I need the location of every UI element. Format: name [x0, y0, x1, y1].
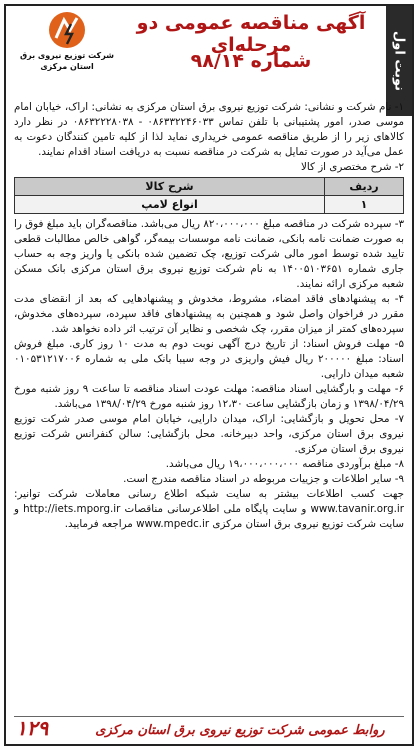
clause-10: [14, 487, 404, 532]
notice-number: شماره ۹۸/۱۴: [190, 50, 312, 72]
items-table: [14, 177, 404, 214]
first-publication-tab: نوبت اول: [386, 6, 412, 116]
column-header-row-number: ردیف: [325, 178, 404, 196]
clause-5: ۵- مهلت فروش اسناد: از تاریخ درج آگهی نوبت دوم به مدت ۱۰ روز کاری. مبلغ فروش اسناد: مبلغ ۲۰۰۰۰۰ ریال فیش واریزی در وجه سیبا بانک ملی به شماره ۰۱۰۵۳۱۲۱۷۰۰۶ شعبه میدان دارایی.: [14, 338, 405, 380]
company-logo: [12, 10, 122, 80]
row-number-cell: ۱: [325, 196, 404, 214]
footer-divider: [14, 716, 404, 717]
info-text-b: و سایت پایگاه ملی اطلاعرسانی مناقصات: [124, 503, 307, 515]
table-row: [15, 196, 404, 214]
notice-title: آگهی مناقصه عمومی دو مرحله‌ای: [136, 12, 366, 56]
column-header-description: شرح کالا: [15, 178, 325, 196]
public-relations-footer: روابط عمومی شرکت توزیع نیروی برق استان مرکزی: [95, 723, 385, 738]
page-number: ۱۲۹: [16, 716, 49, 740]
iets-link[interactable]: http://iets.mporg.ir: [23, 503, 121, 515]
clause-1: ۱- نام شرکت و نشانی: شرکت توزیع نیروی برق استان مرکزی به نشانی: اراک، خیابان امام موسی صدر، امور پشتیبانی با تلفن تماس ۰۸۶۳۳۲۲۴۶۰۳۳ - ۰۸۶۳۲۲۲۸۰۳۸ در نظر دارد کالاهای زیر را از طریق مناقصه عمومی خریداری نماید لذا از کلیه تامین کنندگان دعوت به عمل می‌آید در صورت تمایل به شرکت در مناقصه نسبت به دریافت اسناد اقدام نمایند.: [14, 101, 404, 158]
notice-body: [14, 100, 404, 532]
logo-line-2: استان مرکزی: [40, 62, 94, 71]
tavanir-link[interactable]: www.tavanir.org.ir: [310, 503, 404, 515]
info-text-d: مراجعه فرمایید.: [64, 518, 133, 530]
info-text-c: و سایت شرکت توزیع نیروی برق استان مرکزی: [14, 503, 404, 530]
clause-9: ۹- سایر اطلاعات و جزییات مربوطه در اسناد مناقصه مندرج است.: [123, 473, 404, 485]
row-description-cell: انواع لامپ: [15, 196, 325, 214]
tender-notice: [4, 4, 414, 746]
info-text-a: جهت کسب اطلاعات بیشتر به سایت شبکه اطلاع رسانی معاملات شرکت توانیر:: [14, 488, 404, 500]
header: [12, 10, 380, 98]
clause-8: ۸- مبلغ برآوردی مناقصه ۱۹،۰۰۰،۰۰۰،۰۰۰ ریال می‌باشد.: [165, 458, 404, 470]
clause-3: ۳- سپرده شرکت در مناقصه مبلغ ۸۲۰،۰۰۰،۰۰۰ ریال می‌باشد. مناقصه‌گران باید مبلغ فوق را به صورت ضمانت نامه بانکی، ضمانت نامه موسسات بیمه‌گر، گواهی خالص مطالبات قطعی تایید شده توسط امور مالی شرکت توزیع، چک تضمین شده بانکی یا واریز وجه به حساب جاری شماره ۱۴۰۰۵۱۰۳۶۵۱ به نام شرکت توزیع نیروی برق استان مرکزی بانک مسکن شعبه مرکزی ارائه نمایند.: [14, 218, 405, 290]
logo-line-1: شرکت توزیع نیروی برق: [19, 51, 115, 60]
mpedc-link[interactable]: www.mpedc.ir: [136, 518, 210, 530]
clause-2: ۲- شرح مختصری از کالا: [301, 161, 404, 173]
electric-utility-logo-icon: [44, 10, 90, 50]
items-table-header: [15, 178, 404, 196]
clause-4: ۴- به پیشنهادهای فاقد امضاء، مشروط، مخدوش و پیشنهادهایی که بعد از انقضای مدت مقرر در فراخوان واصل شود و همچنین به پیشنهادهای فاقد سپرده، سپرده‌های مخدوش، سپرده‌های کمتر از میزان مقرر، چک شخصی و نظایر آن ترتیب اثر داده نخواهد شد.: [14, 293, 404, 335]
clause-7: ۷- محل تحویل و بازگشایی: اراک، میدان دارایی، خیابان امام موسی صدر شرکت توزیع نیروی برق استان مرکزی، واحد دبیرخانه. محل بازگشایی: سالن کنفرانس شرکت توزیع نیروی برق استان مرکزی.: [14, 413, 404, 455]
clause-6: ۶- مهلت و بارگشایی اسناد مناقصه: مهلت عودت اسناد مناقصه تا ساعت ۹ روز شنبه مورخ ۱۳۹۸/۰۴/۲۹ و زمان بازگشایی ساعت ۱۲،۳۰ روز شنبه مورخ ۱۳۹۸/۰۴/۲۹ می‌باشد.: [14, 383, 405, 410]
